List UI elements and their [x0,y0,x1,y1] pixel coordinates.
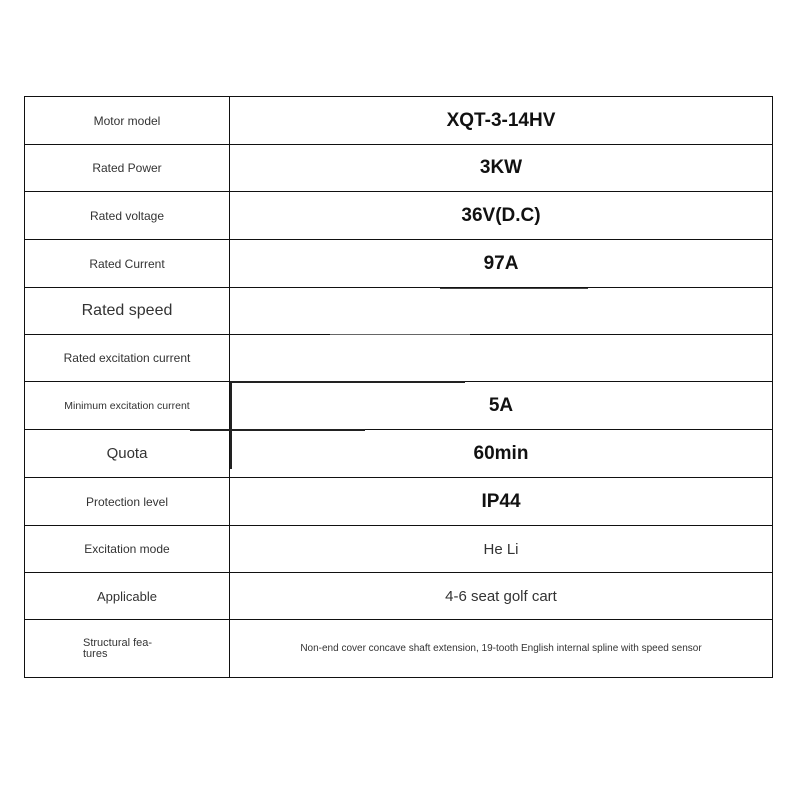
row-label: Applicable [25,573,230,620]
row-value: 60min [230,430,773,478]
row-value: He Li [230,526,773,573]
table-row [25,335,773,382]
table-row [25,382,773,430]
row-value: IP44 [230,478,773,526]
row-value [230,288,773,335]
row-value: 5A [230,382,773,430]
table-row [25,145,773,192]
row-label: Excitation mode [25,526,230,573]
correction-stroke [330,334,470,335]
row-label: Rated voltage [25,192,230,240]
table-row [25,288,773,335]
table-row [25,430,773,478]
row-label: Structural fea-tures [25,620,230,678]
row-value [230,335,773,382]
correction-stroke [440,288,588,289]
table-row [25,526,773,573]
table-row [25,192,773,240]
row-label: Motor model [25,97,230,145]
table-row [25,620,773,678]
row-label: Minimum excitation current [25,382,230,430]
row-label: Rated excitation current [25,335,230,382]
row-label: Rated Current [25,240,230,288]
spec-table [24,96,773,678]
row-value: Non-end cover concave shaft extension, 19-tooth English internal spline with speed sensor [230,620,773,678]
table-row [25,478,773,526]
row-value: XQT-3-14HV [230,97,773,145]
correction-stroke [190,429,365,431]
table-row [25,240,773,288]
row-label: Protection level [25,478,230,526]
correction-stroke [230,381,465,383]
row-label: Rated Power [25,145,230,192]
row-label: Quota [25,430,230,478]
row-value: 97A [230,240,773,288]
table-row [25,573,773,620]
table-row [25,97,773,145]
row-value: 4-6 seat golf cart [230,573,773,620]
correction-stroke [230,381,232,469]
row-label: Rated speed [25,288,230,335]
row-value: 36V(D.C) [230,192,773,240]
row-value: 3KW [230,145,773,192]
